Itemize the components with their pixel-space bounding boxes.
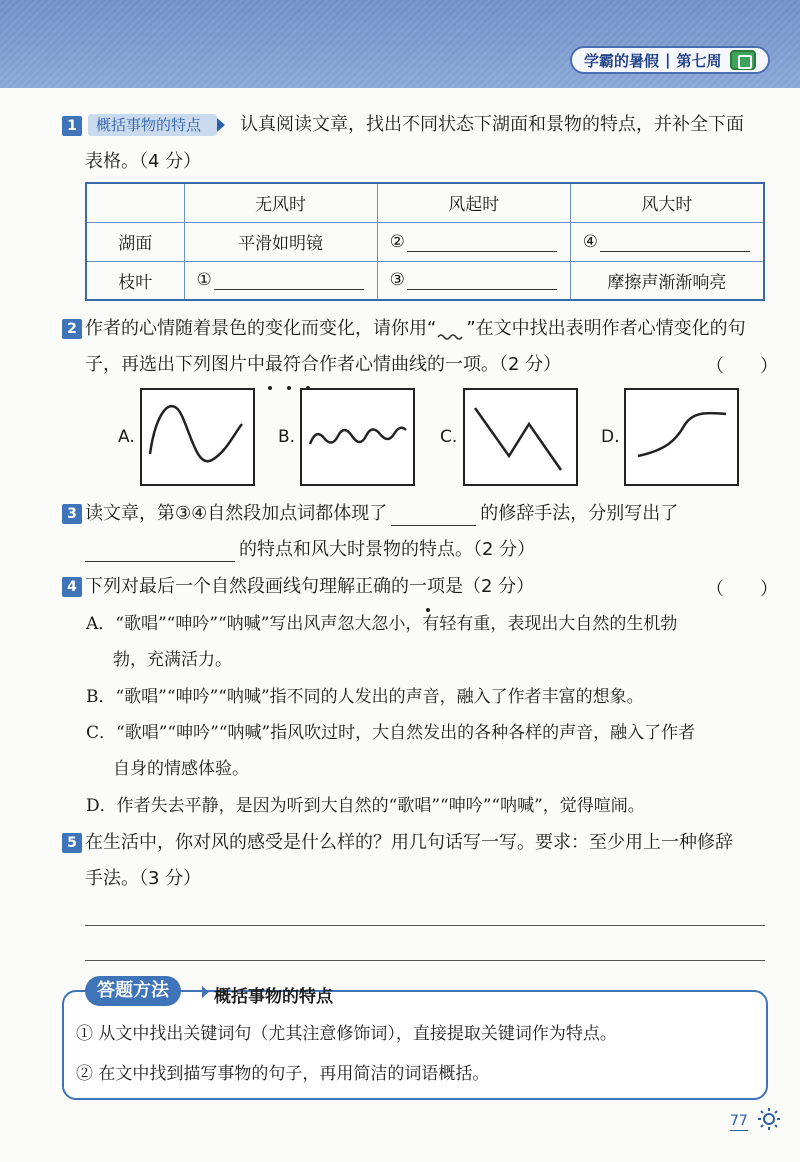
emphasis-dot bbox=[424, 598, 432, 604]
question-5-text-line1: 在生活中，你对风的感受是什么样的？用几句话写一写。要求：至少用上一种修辞 bbox=[85, 832, 733, 853]
wavy-line-icon bbox=[436, 321, 466, 341]
question-2-text-part1: 作者的心情随着景色的变化而变化，请你用“ bbox=[85, 318, 437, 339]
book-icon bbox=[730, 50, 756, 70]
option-a-line1[interactable]: A．“歌唱”“呻吟”“呐喊”写出风声忽大忽小，有轻有重，表现出大自然的生机勃 bbox=[86, 614, 678, 634]
curve-wave-icon bbox=[142, 390, 253, 484]
answer-line[interactable] bbox=[600, 232, 750, 252]
answer-line[interactable] bbox=[214, 270, 364, 290]
question-3-text-part1: 读文章，第③④自然段加点词都体现了 bbox=[85, 503, 388, 524]
answer-line[interactable] bbox=[407, 232, 557, 252]
question-5-badge: 5 bbox=[62, 833, 82, 853]
answer-blank-cell[interactable] bbox=[184, 261, 377, 300]
answer-blank-cell[interactable] bbox=[377, 261, 570, 300]
option-c-graph[interactable] bbox=[463, 388, 578, 486]
question-4-badge: 4 bbox=[62, 577, 82, 597]
option-d-line1[interactable]: D．作者失去平静，是因为听到大自然的“歌唱”“呻吟”“呐喊”，觉得喧闹。 bbox=[86, 796, 645, 816]
emphasis-dots bbox=[265, 376, 325, 382]
method-item-1: ① 从文中找出关键词句（尤其注意修饰词），直接提取关键词作为特点。 bbox=[76, 1024, 617, 1044]
blank-number: ② bbox=[389, 231, 405, 252]
option-d-graph[interactable] bbox=[624, 388, 739, 486]
curve-zigzag-icon bbox=[465, 390, 576, 484]
option-b-label: B. bbox=[278, 427, 296, 447]
answer-parentheses[interactable]: （ ） bbox=[706, 356, 778, 377]
option-a-label: A. bbox=[118, 427, 135, 447]
blank-number: ④ bbox=[582, 231, 599, 252]
question-3-text-line2 bbox=[85, 538, 535, 562]
answer-method-title: 概括事物的特点 bbox=[214, 987, 333, 1007]
separator: | bbox=[665, 51, 671, 69]
option-c-line2: 自身的情感体验。 bbox=[113, 759, 249, 779]
row-label: 枝叶 bbox=[86, 261, 184, 300]
question-3-text-line1 bbox=[85, 502, 678, 526]
answer-blank-cell[interactable] bbox=[377, 222, 570, 261]
option-b-graph[interactable] bbox=[300, 388, 415, 486]
table-row bbox=[86, 261, 764, 300]
week-label: 第七周 bbox=[676, 51, 722, 70]
characteristics-table bbox=[85, 182, 765, 301]
book-week-tag bbox=[570, 46, 770, 74]
blank-number: ① bbox=[196, 270, 212, 291]
page-header bbox=[0, 0, 800, 88]
table-header-row bbox=[86, 183, 764, 222]
curve-rising-icon bbox=[626, 390, 737, 484]
table-cell: 摩擦声渐渐响亮 bbox=[570, 261, 764, 300]
question-2-text-part2: ”在文中找出表明作者心情变化的句 bbox=[466, 318, 746, 339]
blank-number: ③ bbox=[389, 270, 405, 291]
question-1-text-line1: 认真阅读文章，找出不同状态下湖面和景物的特点，并补全下面 bbox=[240, 114, 744, 135]
question-1-skill-tag: 概括事物的特点 bbox=[88, 114, 217, 136]
question-2-text-line1 bbox=[85, 317, 746, 341]
question-3-text-part3: 的特点和风大时景物的特点。（2 分） bbox=[239, 539, 536, 560]
answer-blank-cell[interactable] bbox=[570, 222, 764, 261]
answer-line[interactable] bbox=[407, 270, 557, 290]
book-title: 学霸的暑假 bbox=[584, 51, 660, 70]
question-2-text-line2: 子，再选出下列图片中最符合作者心情曲线的一项。（2 分） bbox=[85, 354, 562, 375]
option-c-label: C. bbox=[440, 427, 458, 447]
question-2-badge: 2 bbox=[62, 319, 82, 339]
table-row bbox=[86, 222, 764, 261]
sun-icon bbox=[756, 1106, 782, 1132]
method-item-2: ② 在文中找到描写事物的句子，再用简洁的词语概括。 bbox=[76, 1064, 490, 1084]
option-c-line1[interactable]: C．“歌唱”“呻吟”“呐喊”指风吹过时，大自然发出的各种各样的声音，融入了作者 bbox=[86, 723, 696, 743]
answer-method-badge: 答题方法 bbox=[85, 976, 181, 1006]
answer-parentheses[interactable]: （ ） bbox=[706, 579, 778, 600]
option-b-line1[interactable]: B．“歌唱”“呻吟”“呐喊”指不同的人发出的声音，融入了作者丰富的想象。 bbox=[86, 687, 644, 707]
writing-line[interactable] bbox=[85, 960, 765, 961]
option-a-line2: 勃，充满活力。 bbox=[113, 650, 232, 670]
page-number: 77 bbox=[730, 1113, 748, 1129]
question-3-text-part2: 的修辞手法，分别写出了 bbox=[480, 503, 679, 524]
table-header-cell: 风大时 bbox=[570, 183, 764, 222]
option-a-graph[interactable] bbox=[140, 388, 255, 486]
wavy-underline-mark bbox=[436, 321, 466, 341]
answer-blank[interactable] bbox=[391, 506, 476, 526]
question-4-stem: 下列对最后一个自然段画线句理解正确的一项是（2 分） bbox=[85, 576, 535, 597]
table-header-cell: 无风时 bbox=[184, 183, 377, 222]
table-cell: 平滑如明镜 bbox=[184, 222, 377, 261]
option-d-label: D. bbox=[601, 427, 620, 447]
row-label: 湖面 bbox=[86, 222, 184, 261]
table-header-cell bbox=[86, 183, 184, 222]
curve-small-wave-icon bbox=[302, 390, 413, 484]
question-5-text-line2: 手法。（3 分） bbox=[85, 868, 202, 889]
question-1-text-line2: 表格。（4 分） bbox=[85, 151, 202, 172]
arrow-icon bbox=[202, 986, 209, 998]
table-header-cell: 风起时 bbox=[377, 183, 570, 222]
question-1-badge: 1 bbox=[62, 116, 82, 136]
writing-line[interactable] bbox=[85, 925, 765, 926]
question-3-badge: 3 bbox=[62, 504, 82, 524]
answer-blank[interactable] bbox=[85, 542, 235, 562]
